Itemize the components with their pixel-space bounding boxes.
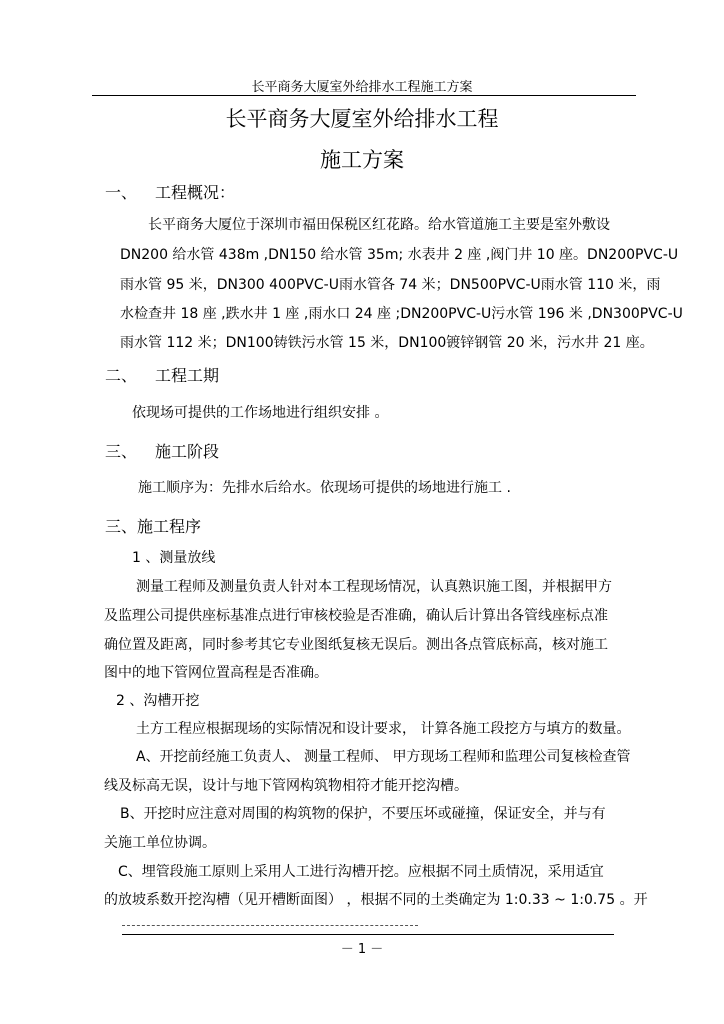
paragraph-line: 的放坡系数开挖沟槽（见开槽断面图） ，根据不同的土类确定为 1:0.33 ~ 1:0.75 。开 [104, 892, 648, 908]
section-3-title: 施工阶段 [155, 442, 220, 461]
paragraph-line: 关施工单位协调。 [104, 835, 216, 851]
section-2-title: 工程工期 [155, 366, 220, 385]
paragraph-line: 长平商务大厦位于深圳市福田保税区红花路。给水管道施工主要是室外敷设 [148, 217, 610, 233]
section-2-number: 二、 [105, 366, 138, 385]
paragraph-line: DN200 给水管 438m ,DN150 给水管 35m; 水表井 2 座 ,阀门井 10 座。DN200PVC-U [120, 247, 679, 263]
paragraph-line: 测量工程师及测量负责人针对本工程现场情况，认真熟识施工图，并根据甲方 [136, 579, 612, 595]
section-4-number: 三、 [105, 517, 138, 536]
subsection-label: 2 、沟槽开挖 [116, 693, 200, 709]
section-3-number: 三、 [105, 442, 138, 461]
section-4-title: 施工程序 [137, 517, 202, 536]
paragraph-line: 依现场可提供的工作场地进行组织安排 。 [132, 405, 389, 421]
running-header: 长平商务大厦室外给排水工程施工方案 [251, 80, 473, 95]
page-number: － 1 － [340, 942, 384, 957]
paragraph-line: 线及标高无误，设计与地下管网构筑物相符才能开挖沟槽。 [104, 778, 468, 794]
paragraph-line: 雨水管 95 米，DN300 400PVC-U雨水管各 74 米；DN500PVC-U雨水管 110 米，雨 [120, 277, 661, 293]
paragraph-line: 雨水管 112 米；DN100铸铁污水管 15 米，DN100镀锌钢管 20 米，污水井 21 座。 [120, 335, 654, 351]
section-1-number: 一、 [105, 183, 138, 202]
paragraph-line: B、开挖时应注意对周围的构筑物的保护，不要压坏或碰撞，保证安全，并与有 [120, 806, 606, 822]
paragraph-line: 施工顺序为：先排水后给水。依现场可提供的场地进行施工 . [138, 480, 511, 496]
section-1-title: 工程概况： [155, 183, 236, 202]
document-subtitle: 施工方案 [320, 148, 404, 172]
paragraph-line: A、开挖前经施工负责人、 测量工程师、 甲方现场工程师和监理公司复核检查管 [136, 749, 631, 765]
document-title: 长平商务大厦室外给排水工程 [225, 107, 499, 131]
paragraph-line: 土方工程应根据现场的实际情况和设计要求， 计算各施工段挖方与填方的数量。 [136, 721, 631, 737]
paragraph-line: 图中的地下管网位置高程是否准确。 [104, 665, 328, 681]
subsection-label: 1 、测量放线 [132, 550, 216, 566]
paragraph-line: 及监理公司提供座标基准点进行审核校验是否准确，确认后计算出各管线座标点准 [104, 608, 608, 624]
header-rule [92, 95, 636, 96]
paragraph-line: C、埋管段施工原则上采用人工进行沟槽开挖。应根据不同土质情况，采用适宜 [118, 864, 604, 880]
paragraph-line: 确位置及距离，同时参考其它专业图纸复核无误后。测出各点管底标高，核对施工 [104, 637, 608, 653]
footer-dashed-rule [122, 925, 418, 926]
footer-rule [122, 934, 614, 935]
paragraph-line: 水检查井 18 座 ,跌水井 1 座 ,雨水口 24 座 ;DN200PVC-U污水管 196 米 ,DN300PVC-U [120, 306, 683, 322]
